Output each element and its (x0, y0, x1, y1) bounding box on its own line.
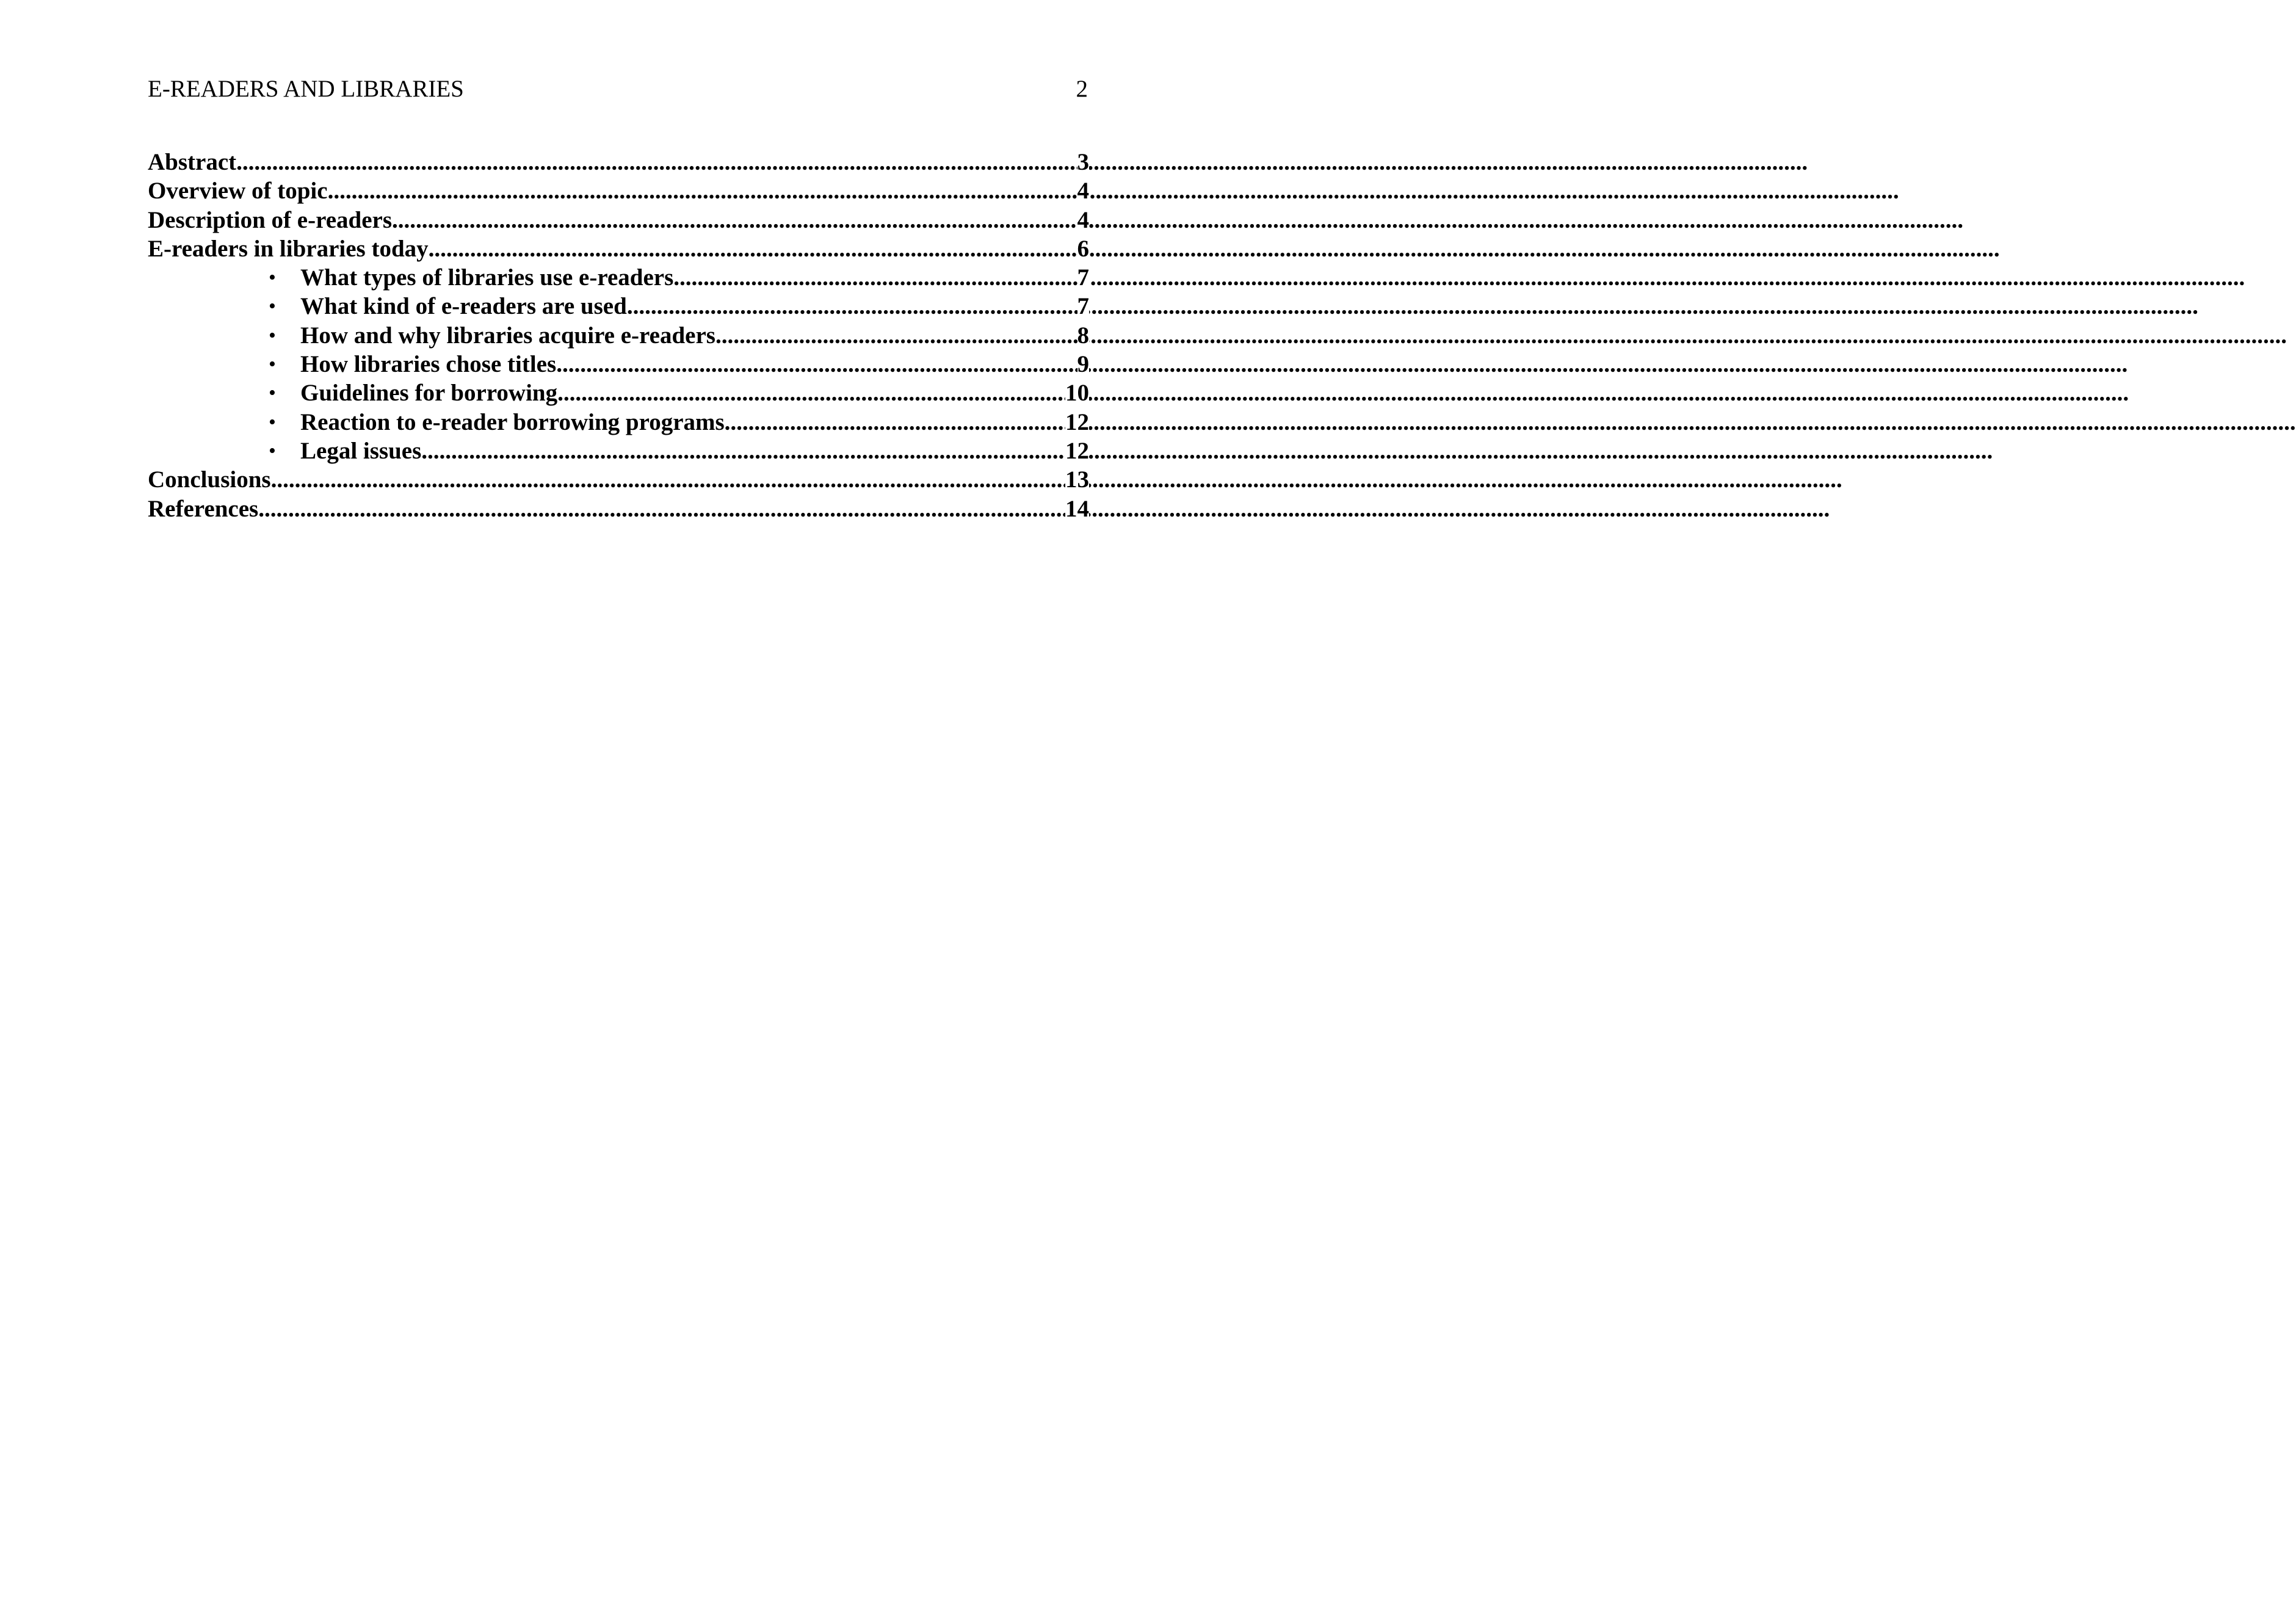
toc-entry-label: What kind of e-readers are used (300, 292, 627, 321)
bullet-icon: • (269, 266, 276, 289)
toc-entry-chose-titles[interactable] (269, 350, 1089, 379)
toc-entry-acquire-e-readers[interactable] (269, 321, 1089, 350)
toc-entry-kind-of-e-readers[interactable] (269, 292, 1089, 321)
bullet-icon: • (269, 324, 276, 347)
toc-entry-page: 7 (1077, 292, 1090, 321)
dot-leader (148, 465, 1089, 494)
bullet-icon: • (269, 353, 276, 376)
bullet-icon: • (269, 295, 276, 318)
toc-entry-types-of-libraries[interactable] (269, 263, 1089, 292)
toc-entry-page: 12 (1065, 437, 1089, 465)
toc-entry-page: 9 (1077, 350, 1090, 379)
toc-entry-page: 13 (1065, 465, 1089, 494)
toc-entry-description-of-e-readers[interactable] (148, 206, 1089, 234)
toc-entry-page: 8 (1077, 321, 1090, 350)
toc-entry-abstract[interactable] (148, 148, 1089, 176)
toc-entry-page: 12 (1065, 408, 1089, 437)
toc-entry-conclusions[interactable] (148, 465, 1089, 494)
toc-entry-page: 4 (1077, 206, 1090, 234)
toc-entry-label: Conclusions (148, 465, 271, 494)
toc-entry-label: Overview of topic (148, 176, 328, 205)
bullet-icon: • (269, 382, 276, 405)
page-number: 2 (1076, 76, 1088, 102)
running-title: E-READERS AND LIBRARIES (148, 76, 464, 102)
toc-entry-guidelines-for-borrowing[interactable] (269, 379, 1089, 407)
toc-entry-label: Reaction to e-reader borrowing programs (300, 408, 725, 437)
bullet-icon: • (269, 410, 276, 434)
dot-leader (148, 495, 1089, 523)
dot-leader (148, 148, 1089, 176)
toc-entry-label: How libraries chose titles (300, 350, 556, 379)
toc-entry-references[interactable] (148, 495, 1089, 523)
toc-entry-reaction-to-programs[interactable] (269, 408, 1089, 437)
toc-entry-page: 4 (1077, 176, 1090, 205)
toc-entry-label: E-readers in libraries today (148, 234, 429, 263)
toc-entry-label: Legal issues (300, 437, 421, 465)
running-head (148, 72, 1088, 106)
toc-entry-label: References (148, 495, 258, 523)
toc-entry-label: Description of e-readers (148, 206, 392, 234)
toc-entry-label: Abstract (148, 148, 236, 176)
toc-entry-page: 7 (1077, 263, 1090, 292)
toc-entry-page: 10 (1065, 379, 1089, 407)
toc-entry-page: 3 (1077, 148, 1090, 176)
toc-entry-label: How and why libraries acquire e-readers (300, 321, 715, 350)
toc-entry-overview-of-topic[interactable] (148, 176, 1089, 205)
toc-entry-page: 6 (1077, 234, 1090, 263)
table-of-contents (148, 148, 1089, 523)
toc-entry-page: 14 (1065, 495, 1089, 523)
toc-entry-e-readers-in-libraries-today[interactable] (148, 234, 1089, 263)
bullet-icon: • (269, 439, 276, 462)
toc-entry-label: What types of libraries use e-readers (300, 263, 673, 292)
toc-entry-legal-issues[interactable] (269, 437, 1089, 465)
toc-entry-label: Guidelines for borrowing (300, 379, 557, 407)
